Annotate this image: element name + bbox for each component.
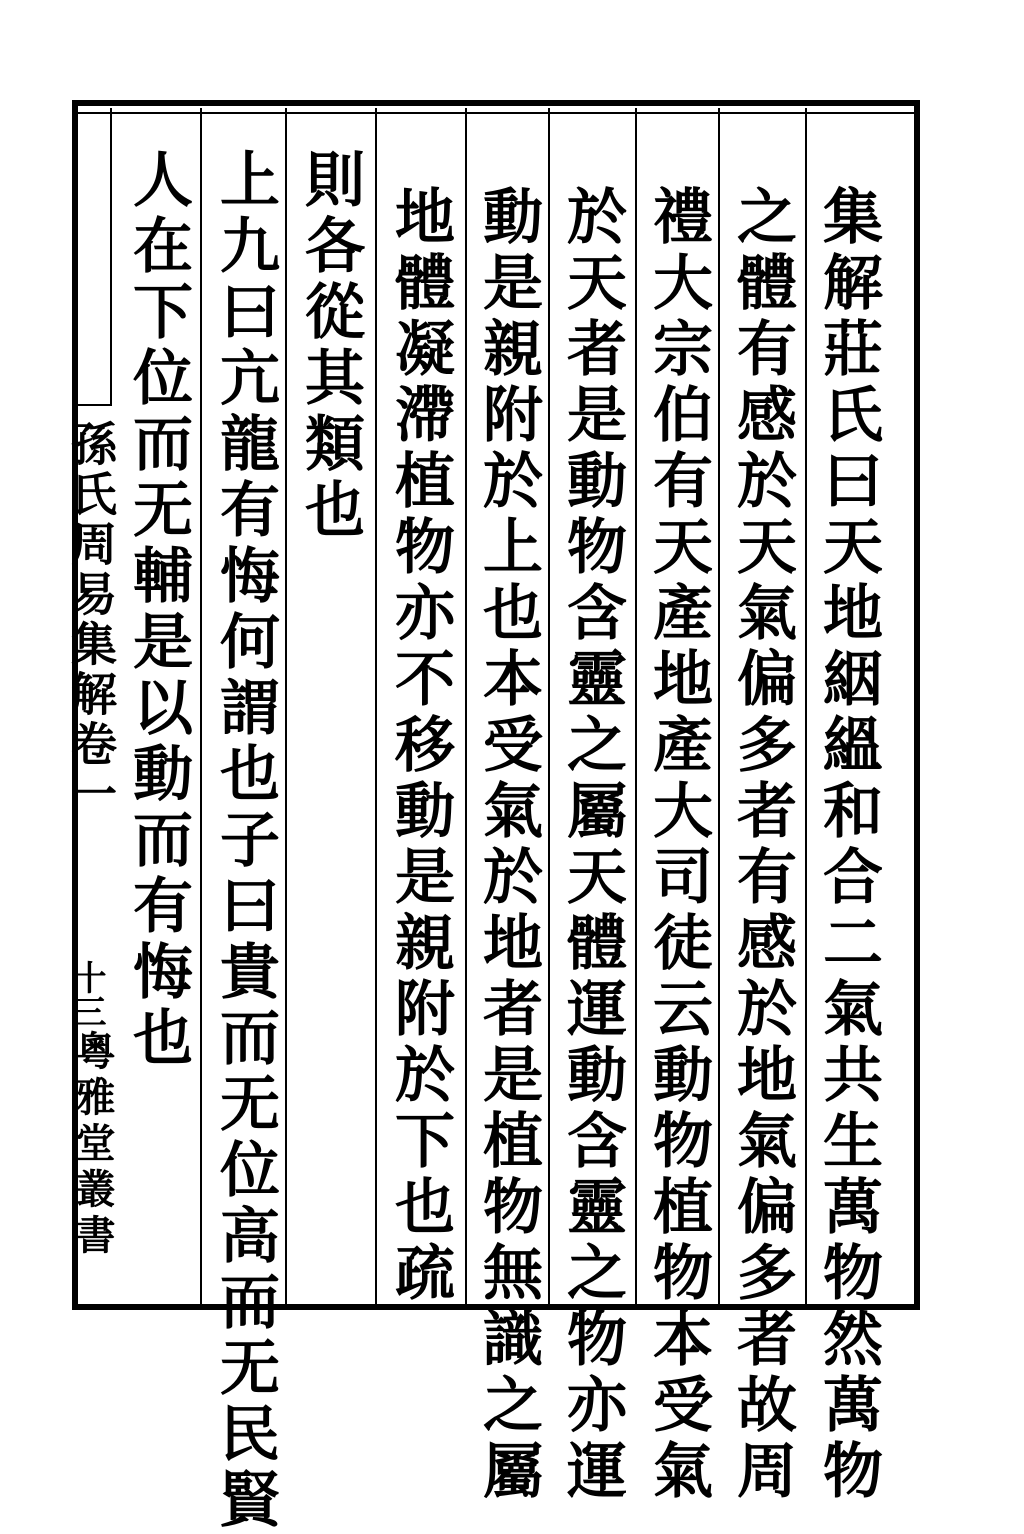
column-rule [200, 108, 202, 1304]
margin-page-number: 十三 [66, 960, 106, 1028]
text-column-2: 之體有感於天氣偏多者有感於地氣偏多者故周 [727, 185, 797, 1505]
text-column-5: 動是親附於上也本受氣於地者是植物無識之屬 [473, 185, 543, 1505]
column-rule [465, 108, 467, 1304]
column-rule [285, 108, 287, 1304]
text-column-1: 集解莊氏曰天地絪縕和合二氣共生萬物然萬物 [813, 185, 883, 1505]
column-rule [548, 108, 550, 1304]
column-rule [805, 108, 807, 1304]
margin-publisher: 粵雅堂叢書 [69, 1030, 116, 1260]
text-column-9: 人在下位而无輔是以動而有悔也 [123, 148, 193, 1072]
text-column-8: 上九曰亢龍有悔何謂也子曰貴而无位高而无民賢 [210, 148, 280, 1534]
text-column-3: 禮大宗伯有天產地產大司徒云動物植物本受氣 [643, 185, 713, 1505]
column-rule [635, 108, 637, 1304]
text-column-4: 於天者是動物含靈之屬天體運動含靈之物亦運 [557, 185, 627, 1505]
column-rule [718, 108, 720, 1304]
column-rule [375, 108, 377, 1304]
margin-book-title: 孫氏周易集解卷一 [64, 420, 118, 820]
text-column-6: 地體凝滯植物亦不移動是親附於下也疏 [385, 185, 455, 1307]
margin-upper-box [78, 108, 112, 406]
text-column-7: 則各從其類也 [295, 148, 365, 544]
